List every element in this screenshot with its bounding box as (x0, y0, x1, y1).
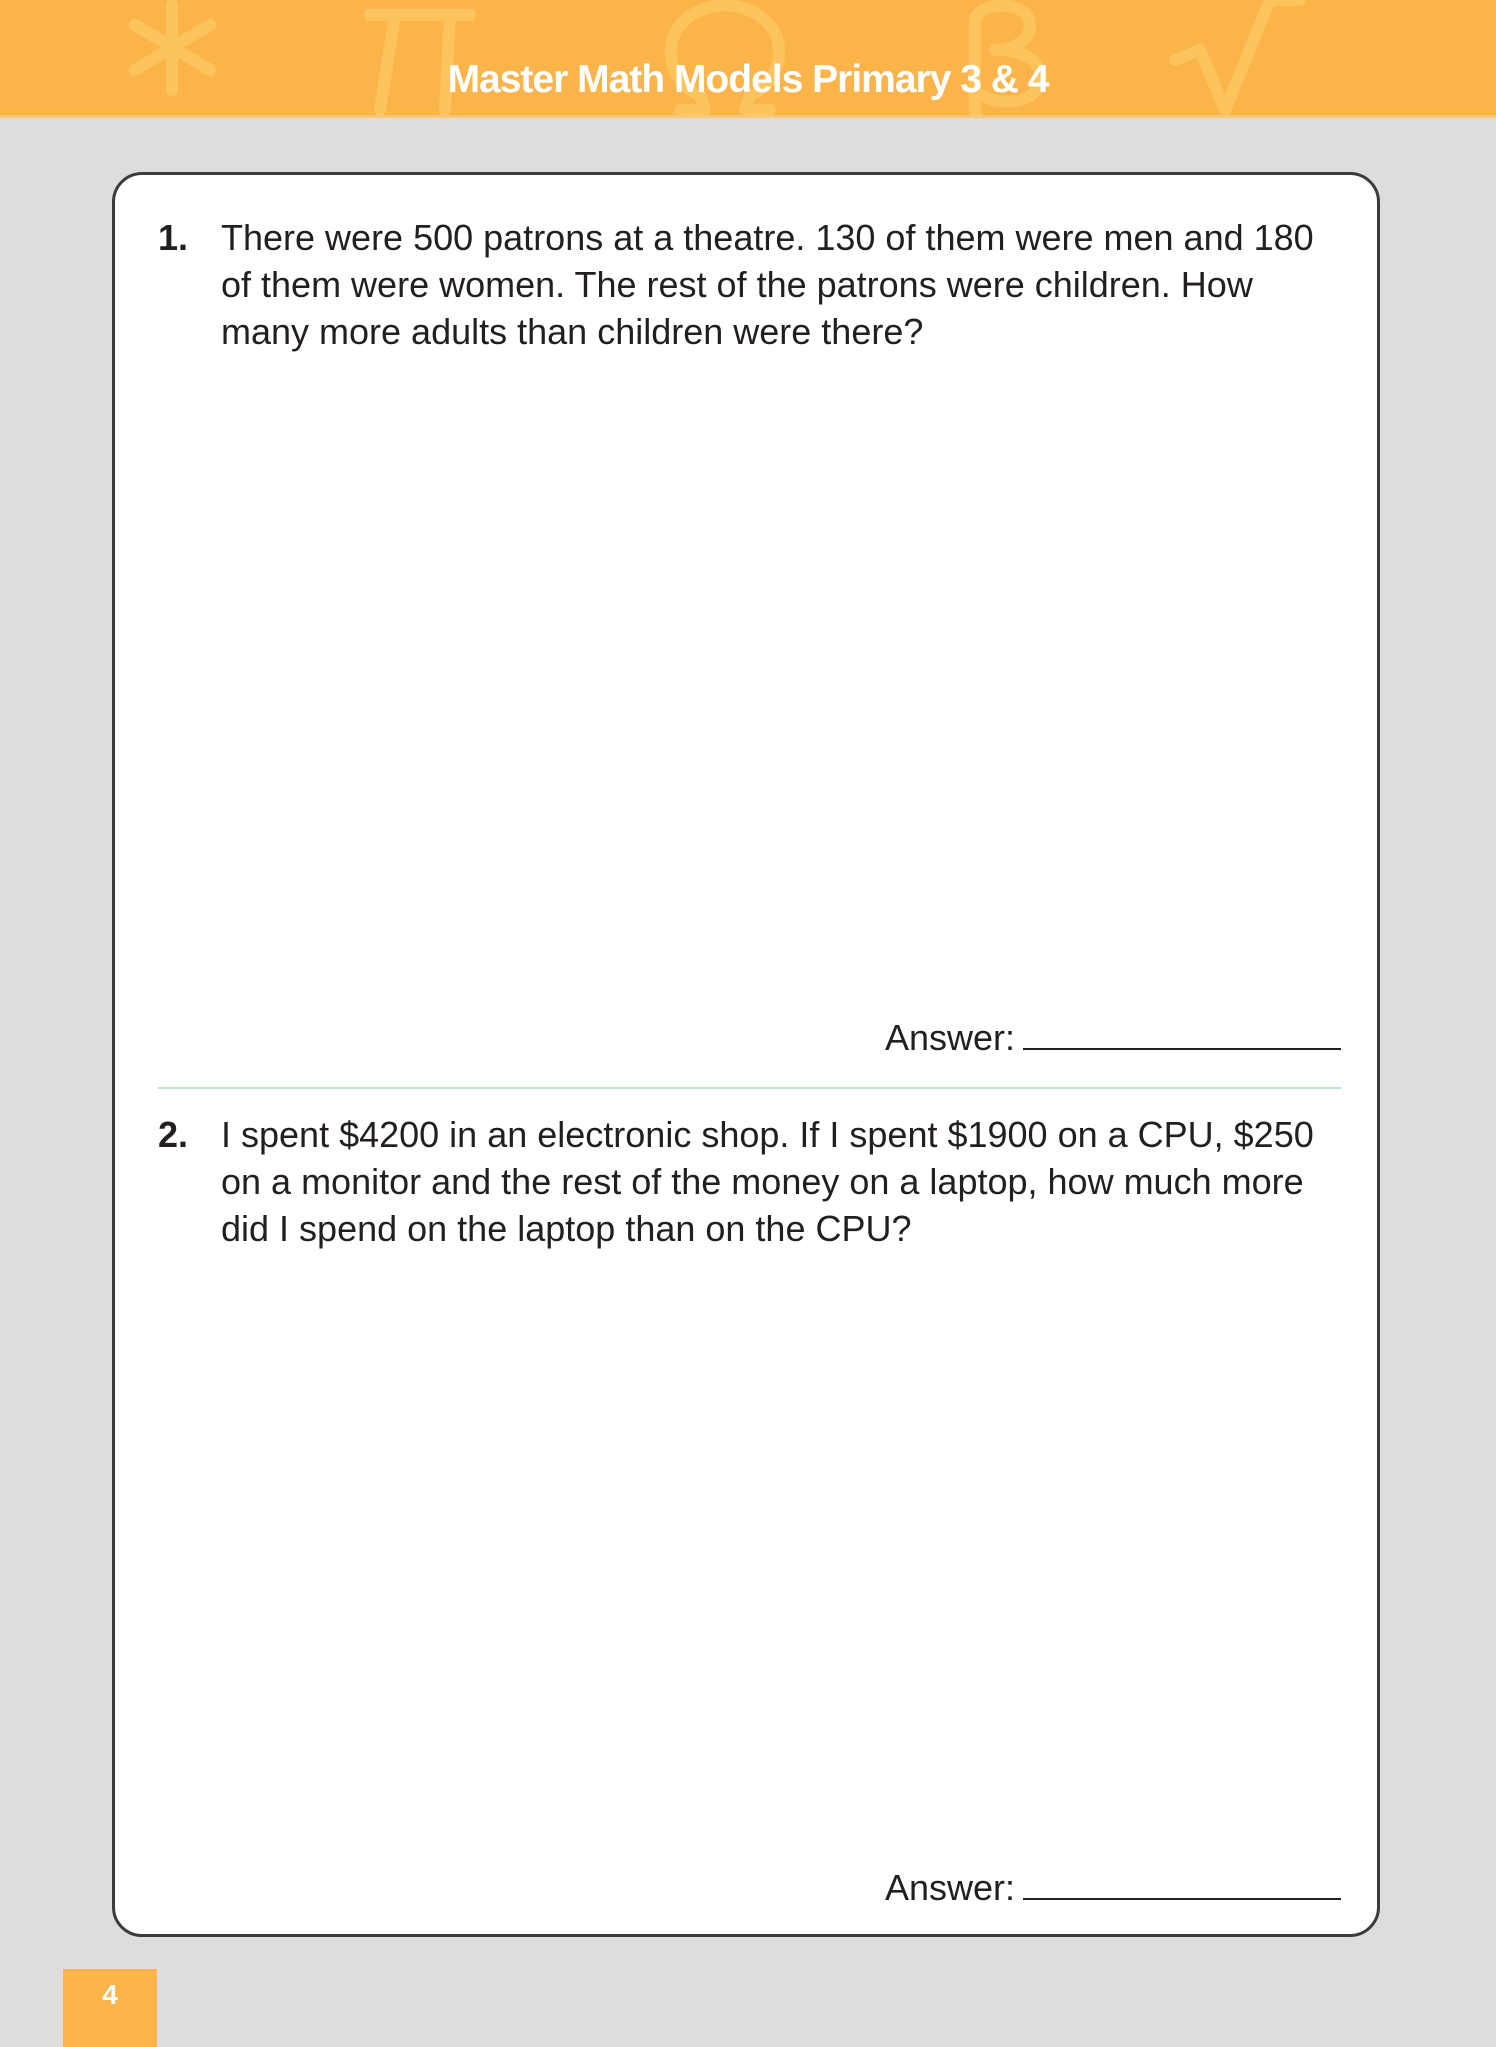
answer-label: Answer: (885, 1867, 1016, 1908)
answer-line-1[interactable] (1023, 1048, 1341, 1050)
question-divider (158, 1087, 1341, 1089)
answer-line-2[interactable] (1023, 1898, 1341, 1900)
worksheet-card (112, 172, 1380, 1937)
book-title: Master Math Models Primary 3 & 4 (447, 58, 1049, 101)
question-number: 1. (158, 217, 189, 258)
page-number: 4 (63, 1969, 157, 2047)
page-header (0, 0, 1496, 118)
answer-label: Answer: (885, 1017, 1016, 1058)
question-number: 2. (158, 1114, 189, 1155)
question-text: I spent $4200 in an electronic shop. If I spent $1900 on a CPU, $250 on a monitor and the rest of the money on a laptop, how much more did I spend on the laptop than on the CPU? (221, 1114, 1314, 1249)
question-text: There were 500 patrons at a theatre. 130 of them were men and 180 of them were women. The rest of the patrons were children. How many more adults than children were there? (221, 217, 1314, 352)
